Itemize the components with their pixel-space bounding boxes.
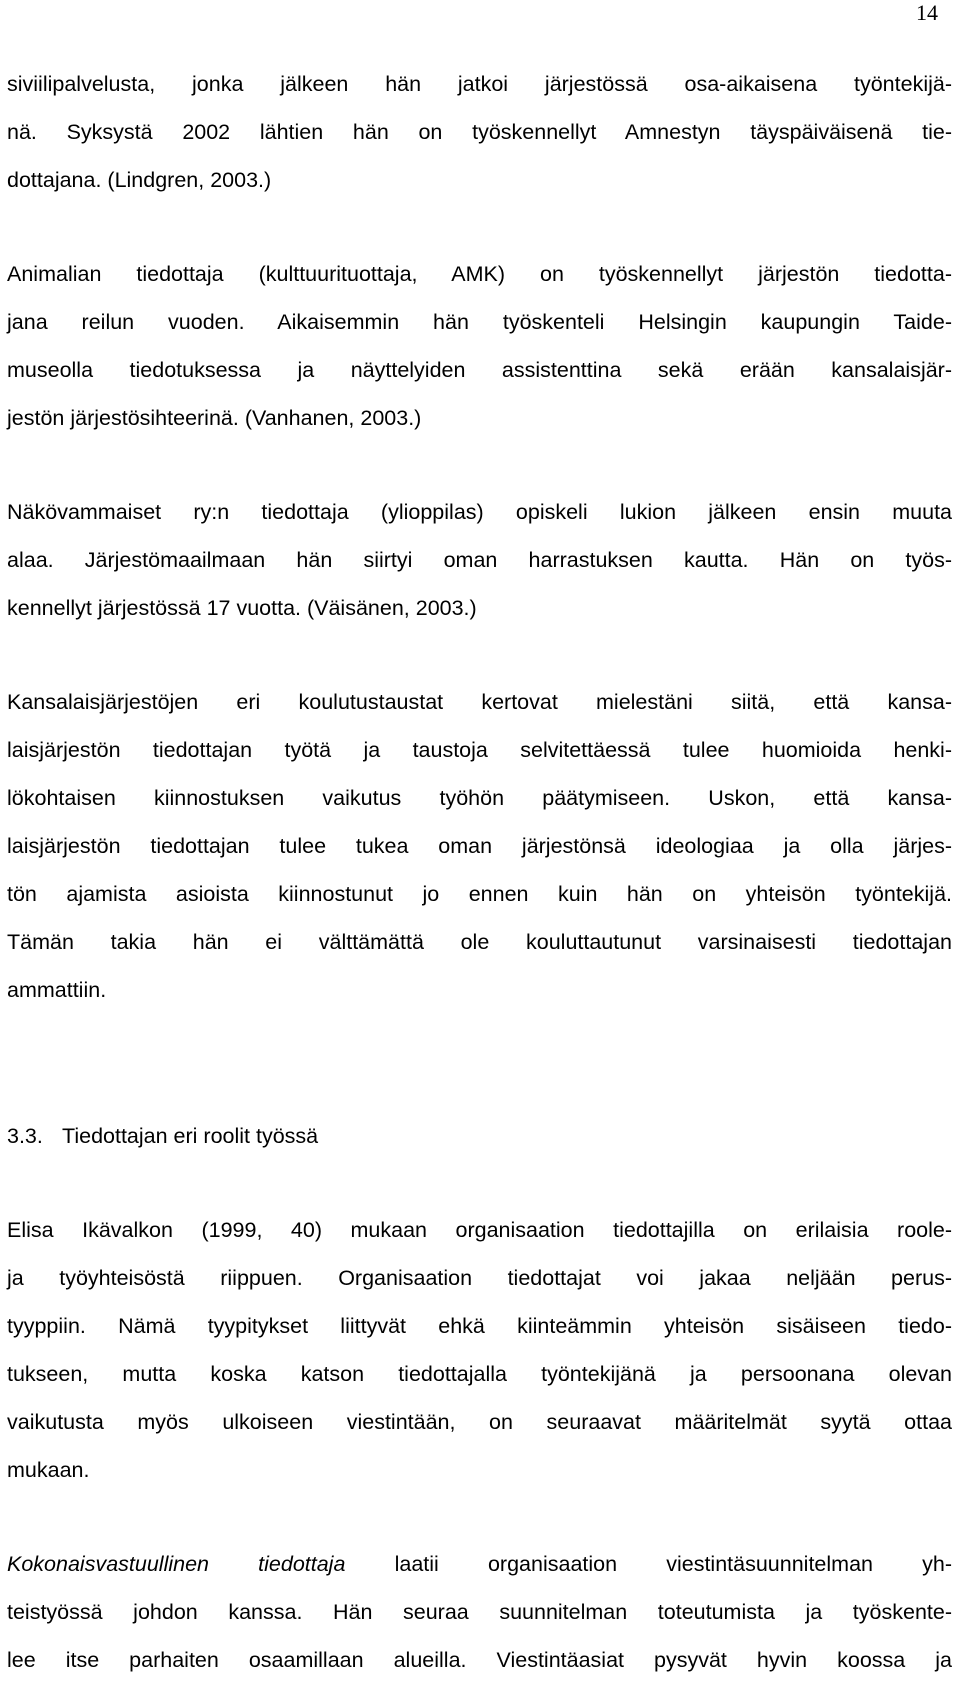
text-line: jestön järjestösihteerinä. (Vanhanen, 2003.) [7,406,422,430]
text-line: dottajana. (Lindgren, 2003.) [7,168,272,192]
text-line: museolla tiedotuksessa ja näyttelyiden assistenttina sekä erään kansalaisjär- [7,358,952,382]
text-line: teistyössä johdon kanssa. Hän seuraa suunnitelman toteutumista ja työskente- [7,1600,952,1624]
text-line: laisjärjestön tiedottajan työtä ja taustoja selvitettäessä tulee huomioida henki- [7,738,952,762]
text-line: mukaan. [7,1458,90,1482]
text-line: nä. Syksystä 2002 lähtien hän on työskennellyt Amnestyn täyspäiväisenä tie- [7,120,952,144]
page-number: 14 [916,0,938,25]
text-line: tukseen, mutta koska katson tiedottajalla työntekijänä ja persoonana olevan [7,1362,952,1386]
italic-term: Kokonaisvastuullinen tiedottaja [7,1552,346,1576]
text-fragment: laatii organisaation viestintäsuunnitelman yh- [394,1552,953,1576]
text-line: ammattiin. [7,978,107,1002]
last-paragraph [7,1540,952,1684]
text-line: lökohtaisen kiinnostuksen vaikutus työhön päätymiseen. Uskon, että kansa- [7,786,952,810]
section-paragraph [7,1206,952,1494]
text-line: siviilipalvelusta, jonka jälkeen hän jatkoi järjestössä osa-aikaisena työntekijä- [7,72,952,96]
text-line: ja työyhteisöstä riippuen. Organisaation tiedottajat voi jakaa neljään perus- [7,1266,952,1290]
document-body [7,60,952,1684]
text-line [7,1540,952,1588]
section-number: 3.3. [7,1124,43,1148]
text-line: alaa. Järjestömaailmaan hän siirtyi oman harrastuksen kautta. Hän on työs- [7,548,952,572]
text-line: vaikutusta myös ulkoiseen viestintään, on seuraavat määritelmät syytä ottaa [7,1410,952,1434]
text-line: kennellyt järjestössä 17 vuotta. (Väisänen, 2003.) [7,596,477,620]
paragraph-2 [7,250,952,442]
text-line: Kansalaisjärjestöjen eri koulutustaustat kertovat mielestäni siitä, että kansa- [7,690,952,714]
text-line: Tämän takia hän ei välttämättä ole kouluttautunut varsinaisesti tiedottajan [7,930,952,954]
text-line: tyyppiin. Nämä tyypitykset liittyvät ehkä kiinteämmin yhteisön sisäiseen tiedo- [7,1314,952,1338]
text-line: jana reilun vuoden. Aikaisemmin hän työskenteli Helsingin kaupungin Taide- [7,310,952,334]
text-line: tön ajamista asioista kiinnostunut jo ennen kuin hän on yhteisön työntekijä. [7,882,952,906]
section-heading [7,1112,952,1160]
text-line: lee itse parhaiten osaamillaan alueilla. Viestintäasiat pysyvät hyvin koossa ja [7,1648,952,1672]
section-title: Tiedottajan eri roolit työssä [62,1124,319,1148]
text-line: Elisa Ikävalkon (1999, 40) mukaan organisaation tiedottajilla on erilaisia roole- [7,1218,952,1242]
paragraph-3 [7,488,952,632]
text-line: Näkövammaiset ry:n tiedottaja (ylioppilas) opiskeli lukion jälkeen ensin muuta [7,500,952,524]
text-line: laisjärjestön tiedottajan tulee tukea oman järjestönsä ideologiaa ja olla järjes- [7,834,952,858]
text-line: Animalian tiedottaja (kulttuurituottaja, AMK) on työskennellyt järjestön tiedotta- [7,262,952,286]
paragraph-4 [7,678,952,1014]
paragraph-1 [7,60,952,204]
